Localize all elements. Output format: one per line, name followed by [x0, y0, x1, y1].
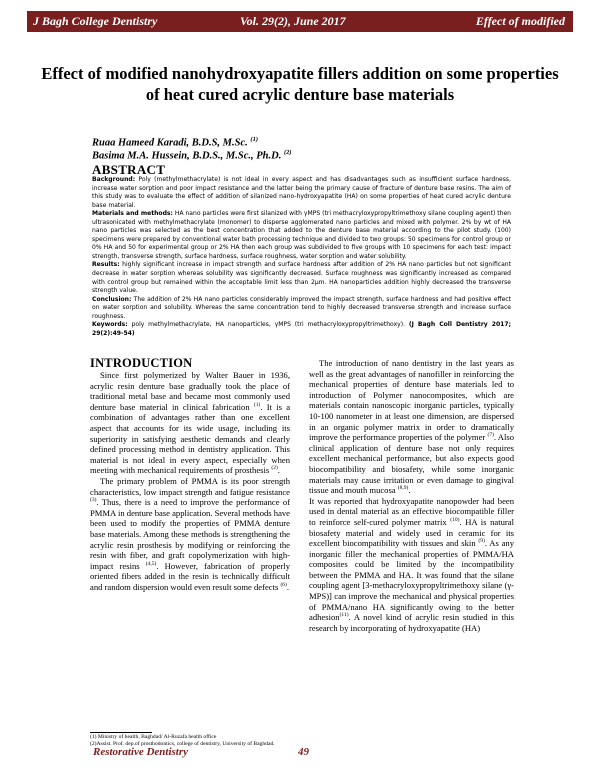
conclusion-label: Conclusion: — [92, 295, 132, 303]
abstract-body — [92, 176, 511, 338]
intro-paragraph-3 — [309, 358, 514, 496]
author-2-name: Basima M.A. Hussein, B.D.S., M.Sc., Ph.D. — [92, 150, 282, 162]
author-2-mark: (2) — [283, 149, 292, 156]
journal-name: J Bagh College Dentistry — [33, 14, 158, 28]
keywords-text: poly methylmethacrylate, HA nanoparticles, γMPS (tri methacryloxypropyltrimethoxy). — [127, 321, 409, 329]
keywords-label: Keywords: — [92, 321, 128, 329]
footer-section: Restorative Dentistry — [93, 746, 189, 758]
introduction-heading: INTRODUCTION — [90, 356, 193, 370]
ref-10: (10) — [450, 517, 460, 524]
abstract-keywords — [92, 321, 511, 338]
background-text: Poly (methylmethacrylate) is not ideal in every aspect and has disadvantages such as insufficient surface hardness, increase water sorption and poor impact resistance and the latter being the primary cause of fracture of denture base resins. The aim of this study was to evaluate the effect of addition of silanized nano-hydroxyapatite (HA) on some properties of heat cured acrylic denture base material. — [92, 176, 511, 209]
ref-4-5: (4,5) — [145, 560, 157, 567]
p3-text-a: The introduction of nano dentistry in the last years as well as the great advantages of nanofiller in reinforcing the mechanical properties of denture base materials led to introduction of Polymer nanocomposites, which are materials contain nanoscopic inorganic particles, typically 10-100 nanometer in at least one dimension, are dispersed in an organic polymer matrix in order to dramatically improve the performance properties of the polymer — [309, 358, 514, 443]
abstract-results — [92, 261, 511, 295]
author-2 — [92, 149, 292, 162]
intro-paragraph-4 — [309, 496, 514, 634]
p2-text-b: . Thus, there is a need to improve the performance of PMMA in denture base application. Several methods have been used to modify the properties of PMMA denture base materials. Among these methods is strengthening the acrylic resin prosthesis by modifying or reinforcing the resin with fiber, and graft copolymerization with high-impact resins — [90, 497, 290, 571]
ref-11: (11) — [339, 612, 349, 619]
abstract-background — [92, 176, 511, 210]
author-1-mark: (1) — [250, 136, 258, 143]
abstract-conclusion — [92, 296, 511, 322]
conclusion-text: The addition of 2% HA nano particles considerably improved the impact strength, surface hardness and had positive effect on water sorption and solubility. Whereas the same concentration tend to highly decreased transverse strength and increase surface roughness. — [92, 295, 511, 320]
ref-8-9: (8,9) — [397, 485, 409, 492]
abstract-methods — [92, 210, 511, 261]
results-label: Results: — [92, 261, 120, 269]
journal-header-bar — [27, 11, 573, 32]
background-label: Background: — [92, 176, 136, 183]
p2-text-d: . — [286, 581, 290, 592]
p1-text-a: Since first polymerized by Walter Bauer in 1936, acrylic resin denture base gradually took the place of traditional metal base and became most commonly used denture base material in clinical fabrication — [90, 370, 290, 412]
ref-6: (6) — [280, 582, 287, 589]
paper-title: Effect of modified nanohydroxyapatite fillers addition on some properties of heat cured acrylic denture base materials — [41, 64, 559, 104]
ref-9: (9) — [478, 538, 485, 545]
page-number: 49 — [298, 746, 309, 758]
page-footer — [27, 744, 573, 763]
p1-text-b: . It is a combination of advantages rather than one excellent aspect that accounts for its wide usage, including its superiority in satisfying aesthetic demands and clearly defined processing method in dentistry application. This material is not ideal in every aspect, especially when meeting with mechanical requirements of prosthesis — [90, 401, 291, 476]
intro-paragraph-2 — [90, 476, 290, 593]
author-1 — [92, 136, 258, 149]
p4-text-d: . A novel kind of acrylic resin studied in this research by incorporating of hydroxyapatite (HA) — [309, 612, 514, 633]
abstract-heading: ABSTRACT — [92, 162, 166, 177]
footnote-2: (2)Assist. Prof. dep.of prosthodontics, college of dentistry, University of Baghdad. — [90, 741, 275, 747]
ref-3: (3) — [90, 497, 97, 504]
methods-text: HA nano particles were first silanized with γMPS (tri methacryloxypropyltrimethoxy silane coupling agent) then ultrasonicated with methylmethacrylate (monomer) to disperse agglomerated nano particles and mixed with polymer. 2% by wt of HA nano particles was selected as the best concentration that added to the denture base material according to the pilot study. (100) specimens were prepared by conventional water bath processing technique and divided to two groups: 50 specimens for control group or 0% HA and 50 for experimental group or 2% HA then each group was subdivided to five groups with 10 specimens for each test: impact strength, transverse strength, surface hardness, surface roughness, water sorption and water solubility. — [92, 210, 511, 260]
running-title: Effect of modified — [475, 14, 565, 28]
p4-text-c: . As any inorganic filler the mechanical properties of PMMA/HA composites could be limited by the incompatibility between the PMMA and HA. It was found that the silane coupling agent [3-methacryloxypropyltrimethoxy silane (γ-MPS)] can improve the mechanical and physical properties of PMMA/nano HA significantly owing to the better adhesion — [309, 538, 514, 623]
p3-text-c: . — [408, 485, 411, 496]
ref-2: (2) — [271, 465, 278, 472]
citation: (J Bagh Coll Dentistry 2017; 29(2):49-54) — [92, 321, 511, 337]
ref-1: (1) — [253, 401, 261, 408]
footnote-1: (1) Ministry of health, Baghdad/ Al-Ruzafa health office — [90, 734, 217, 740]
p1-text-c: . — [277, 465, 280, 476]
intro-paragraph-1 — [90, 370, 290, 476]
author-1-name: Ruaa Hameed Karadi, B.D.S, M.Sc. — [92, 137, 248, 149]
p4-text-a: It was reported that hydroxyapatite nanopowder had been used in dental material as an effective biocompatible filler to reinforce self-cured polymer matrix — [309, 495, 514, 527]
p2-text-a: The primary problem of PMMA is its poor strength characteristics, low impact strength and fatigue resistance — [90, 475, 290, 497]
methods-label: Materials and methods: — [92, 210, 173, 218]
ref-7: (7) — [487, 432, 494, 439]
p4-text-b: . HA is natural biosafety material and widely used in ceramic for its excellent biocompatibility with tissues and skin — [309, 516, 514, 549]
right-column — [309, 358, 514, 633]
p3-text-b: . Also clinical application of denture base not only requires excellent mechanical performance, but also expects good biocompatibility and biosafety, while some inorganic materials may cause irritation or even damage to gingival tissue and mouth mucosa — [309, 432, 514, 496]
journal-volume: Vol. 29(2), June 2017 — [240, 14, 346, 28]
results-text: highly significant increase in impact strength and surface hardness after addition of 2% HA nano particles but not significant decrease in water sorption whereas solubility was significantly decreased. Surface roughness was significantly increased as compared with control group but remained within the acceptable limit less than 2μm. HA nanoparticles addition highly decreased the transverse strength value. — [92, 261, 511, 295]
p2-text-c: . However, fabrication of properly oriented fibers added in the resin is technically difficult and random dispersion would even result some defects — [90, 560, 290, 592]
left-column — [90, 370, 290, 592]
footnote-divider — [90, 732, 152, 733]
